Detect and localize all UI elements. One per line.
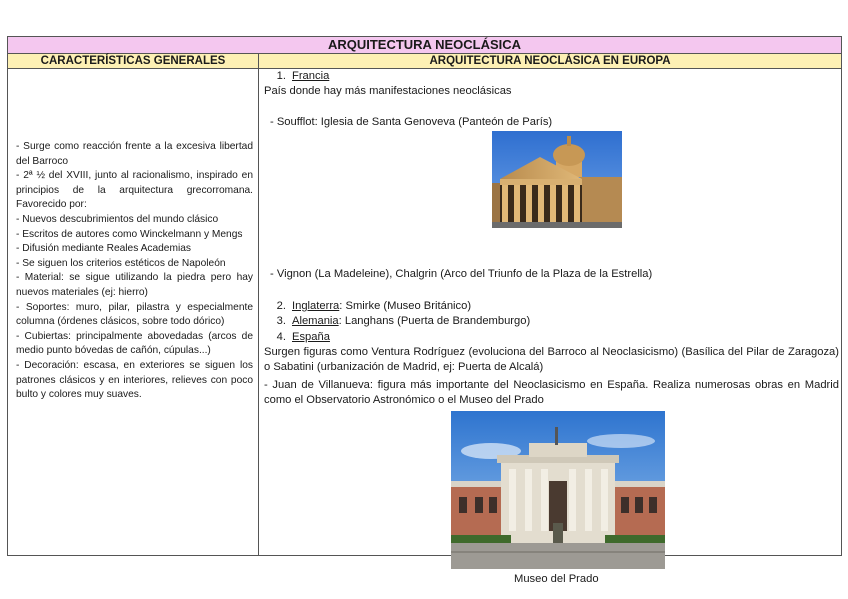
list-number: 1. (276, 70, 286, 82)
germany-detail: : Langhans (Puerta de Brandemburgo) (338, 315, 531, 327)
characteristic-item: - Se siguen los criterios estéticos de Napoleón (16, 257, 226, 269)
vignon-line: - Vignon (La Madeleine), Chalgrin (Arco del Triunfo de la Plaza de la Estrella) (270, 268, 653, 280)
characteristic-item: - Material: se sigue utilizando la piedra pero hay nuevos materiales (ej: hierro) (16, 272, 253, 298)
header-general: CARACTERÍSTICAS GENERALES (40, 55, 226, 67)
general-characteristics (16, 140, 253, 403)
pantheon-photo (492, 131, 622, 228)
country-france: Francia (292, 70, 330, 82)
list-number: 2. (276, 300, 286, 312)
country-spain: España (292, 331, 330, 343)
header-europe: ARQUITECTURA NEOCLÁSICA EN EUROPA (429, 55, 671, 67)
country-germany: Alemania (292, 315, 339, 327)
characteristic-item: - Surge como reacción frente a la excesiva libertad del Barroco (16, 141, 253, 167)
table-title: ARQUITECTURA NEOCLÁSICA (8, 37, 841, 54)
characteristic-item: - Nuevos descubrimientos del mundo clásico (16, 213, 219, 225)
characteristic-item: - Escritos de autores como Winckelmann y Mengs (16, 228, 243, 240)
france-heading (268, 69, 329, 84)
spain-heading (268, 330, 330, 345)
soufflot-line: - Soufflot: Iglesia de Santa Genoveva (Panteón de París) (270, 116, 553, 128)
england-detail: : Smirke (Museo Británico) (339, 300, 472, 312)
france-description: País donde hay más manifestaciones neoclásicas (264, 85, 512, 97)
list-number: 4. (276, 331, 286, 343)
germany-line (268, 314, 530, 329)
spain-paragraph-2: - Juan de Villanueva: figura más importante del Neoclasicismo en España. Realiza numerosas obras en Madrid como el Observatorio Astronómico o el Museo del Prado (264, 379, 839, 406)
prado-caption: Museo del Prado (514, 573, 599, 585)
main-table (7, 36, 842, 585)
characteristic-item: - Soportes: muro, pilar, pilastra y especialmente columna (órdenes clásicos, sobre todo dórico) (16, 301, 253, 328)
header-row (8, 54, 841, 69)
prado-museum-photo (451, 411, 665, 569)
characteristic-item: - Cubiertas: principalmente abovedadas (arcos de medio punto bóvedas de cañón, cúpulas...) (16, 330, 253, 357)
column-divider (258, 54, 259, 555)
spain-paragraph-1: Surgen figuras como Ventura Rodríguez (evoluciona del Barroco al Neoclasicismo) (Basílica del Pilar de Zaragoza) o Sabatini (urbanización de Madrid, ej: Puerta de Alcalá) (264, 346, 839, 373)
list-number: 3. (276, 315, 286, 327)
characteristic-item: - Difusión mediante Reales Academias (16, 243, 191, 255)
country-england: Inglaterra (292, 300, 340, 312)
england-line (268, 299, 471, 314)
characteristic-item: - 2ª ½ del XVIII, junto al racionalismo, inspirado en principios de la arquitectura grecorromana. Favorecido por: (16, 170, 253, 211)
characteristic-item: - Decoración: escasa, en exteriores se siguen los patrones clásicos y en interiores, relieves con poco bulto y colores muy suaves. (16, 359, 253, 401)
